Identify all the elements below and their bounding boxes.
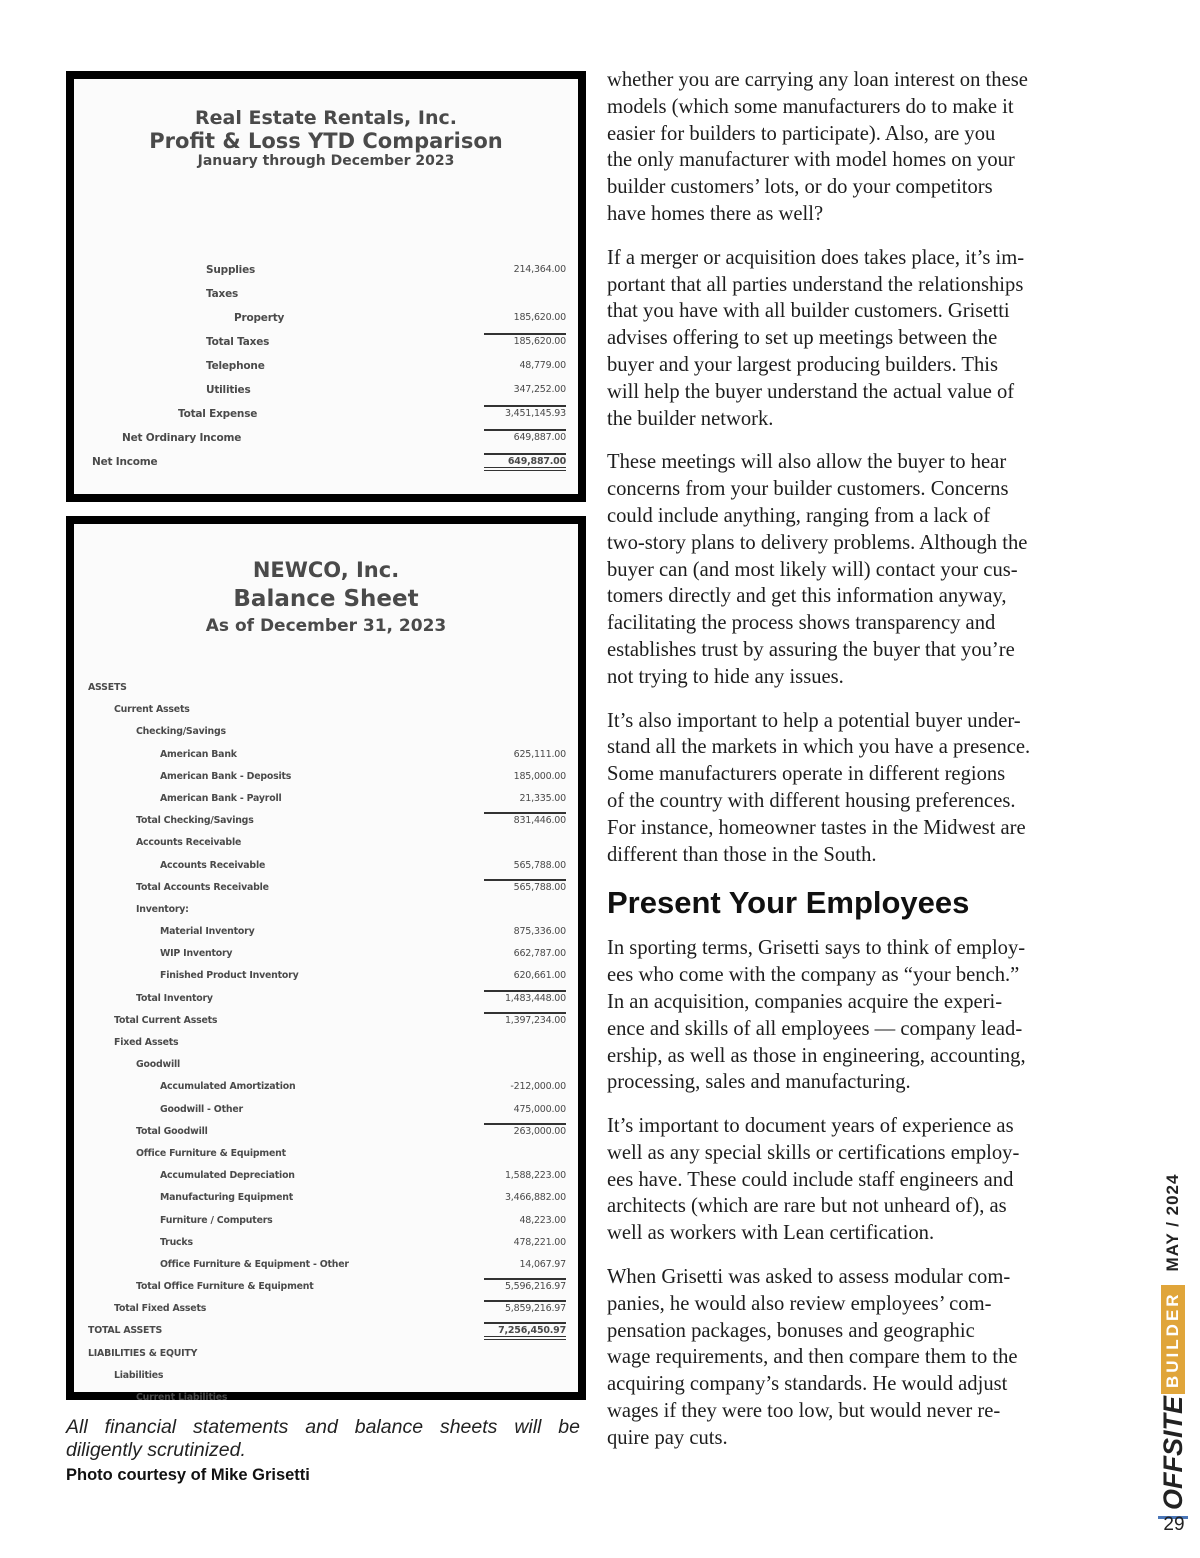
bs-row-amount: 625,111.00: [513, 748, 566, 760]
magazine-tag-text: [1158, 1164, 1188, 1510]
paragraph: [607, 935, 1127, 1096]
bs-row-label: Manufacturing Equipment: [160, 1192, 294, 1204]
magazine-side-tag: [1158, 1164, 1188, 1510]
bs-row-label: Accumulated Depreciation: [160, 1170, 295, 1182]
pl-row-amount: 347,252.00: [513, 384, 566, 395]
text-line: ence and skills of all employees — company lead-: [607, 1017, 1023, 1040]
profit-loss-statement-image: [66, 71, 586, 502]
bs-row-label: Total Accounts Receivable: [136, 881, 269, 893]
bs-row-amount: 1,483,448.00: [484, 990, 566, 1004]
bs-row-label: Accounts Receivable: [136, 837, 242, 849]
text-line: two-story plans to delivery problems. Although the: [607, 531, 1028, 554]
bs-row-label: LIABILITIES & EQUITY: [88, 1347, 198, 1359]
paragraph: [607, 67, 1127, 228]
bs-company: NEWCO, Inc.: [252, 558, 400, 582]
bs-row-amount: 1,397,234.00: [484, 1012, 566, 1026]
text-line: These meetings will also allow the buyer to hear: [607, 451, 1007, 474]
bs-row-amount: 1,588,223.00: [504, 1170, 566, 1182]
bs-row-label: Goodwill: [136, 1059, 180, 1071]
text-line: advises offering to set up meetings between the: [607, 327, 998, 350]
section-heading: Present Your Employees: [607, 885, 970, 921]
bs-row-label: Fixed Assets: [114, 1037, 179, 1048]
bs-row: [74, 877, 578, 899]
text-line: will help the buyer understand the actual value of: [607, 380, 1015, 403]
bs-row: [74, 899, 578, 921]
text-line: wage requirements, and then compare them to the: [607, 1346, 1018, 1369]
text-line: quire pay cuts.: [607, 1426, 728, 1449]
text-line: that you have with all builder customers. Grisetti: [607, 300, 1010, 323]
bs-row: [74, 921, 578, 943]
figure-caption: All financial statements and balance sheets will be diligently scrutinized.: [66, 1416, 580, 1461]
bs-row: [74, 766, 578, 788]
pl-row-label: Net Income: [92, 456, 158, 468]
bs-row-label: Furniture / Computers: [160, 1214, 273, 1226]
balance-sheet-image: [66, 516, 586, 1403]
pl-row: [74, 355, 578, 379]
bs-row-amount: 263,000.00: [484, 1123, 566, 1137]
bs-row-label: Finished Product Inventory: [160, 970, 299, 982]
text-line: panies, he would also review employees’ com-: [607, 1292, 992, 1315]
text-line: portant that all parties understand the relationships: [607, 273, 1024, 296]
text-line: It’s also important to help a potential buyer under-: [607, 709, 1021, 732]
text-line: ees who come with the company as “your bench.”: [607, 964, 1020, 987]
bs-row: [74, 965, 578, 987]
photo-credit: Photo courtesy of Mike Grisetti: [66, 1466, 310, 1484]
pl-row: [74, 283, 578, 307]
bs-row: [74, 677, 578, 699]
text-line: pensation packages, bonuses and geographic: [607, 1319, 975, 1342]
bs-row: [74, 1210, 578, 1232]
text-line: processing, sales and manufacturing.: [607, 1071, 911, 1094]
bs-row-label: Inventory:: [136, 903, 189, 915]
pl-row-label: Property: [234, 312, 285, 324]
bs-row-label: Total Goodwill: [136, 1125, 208, 1137]
pl-row: [74, 427, 578, 451]
text-line: ees have. These could include staff engineers and: [607, 1168, 1014, 1191]
bs-row-label: Goodwill - Other: [160, 1103, 243, 1115]
bs-row: [74, 788, 578, 810]
bs-row-label: Total Inventory: [136, 992, 213, 1004]
pl-row-amount: 649,887.00: [484, 453, 566, 471]
magazine-name-builder: BUILDER: [1161, 1285, 1185, 1394]
bs-row: [74, 1121, 578, 1143]
bs-row-label: Total Fixed Assets: [114, 1303, 207, 1315]
bs-row-amount: -212,000.00: [510, 1081, 566, 1093]
bs-row-label: Accumulated Amortization: [160, 1081, 296, 1093]
bs-row: [74, 1187, 578, 1209]
bs-row-label: Material Inventory: [160, 926, 255, 938]
bs-row-amount: 875,336.00: [513, 926, 566, 938]
bs-row-amount: 21,335.00: [519, 792, 566, 804]
magazine-name-offsite: OFFSITE: [1157, 1396, 1188, 1510]
bs-row-label: ASSETS: [88, 682, 127, 693]
bs-row-label: Office Furniture & Equipment: [136, 1147, 286, 1159]
text-line: concerns from your builder customers. Concerns: [607, 478, 1009, 501]
text-line: In sporting terms, Grisetti says to think of employ-: [607, 937, 1026, 960]
bs-row-amount: 185,000.00: [513, 770, 566, 782]
text-line: When Grisetti was asked to assess modular com-: [607, 1266, 1011, 1289]
pl-report-title: Profit & Loss YTD Comparison: [149, 129, 503, 153]
pl-row-amount: 185,620.00: [484, 333, 566, 347]
pl-row-amount: 3,451,145.93: [484, 405, 566, 419]
bs-row: [74, 943, 578, 965]
text-line: builder customers’ lots, or do your competitors: [607, 176, 993, 199]
paragraph: [607, 245, 1127, 433]
bs-row-label: Total Office Furniture & Equipment: [136, 1281, 314, 1293]
bs-row: [74, 1276, 578, 1298]
bs-row-amount: 565,788.00: [513, 859, 566, 871]
bs-row: [74, 988, 578, 1010]
text-line: tomers directly and get this information anyway,: [607, 585, 1007, 608]
bs-row: [74, 1387, 578, 1409]
pl-row-label: Utilities: [206, 384, 251, 396]
bs-row: [74, 1365, 578, 1387]
bs-row-amount: 620,661.00: [513, 970, 566, 982]
text-line: of the country with different housing preferences.: [607, 789, 1016, 812]
bs-report-title: Balance Sheet: [233, 586, 419, 613]
bs-row: [74, 721, 578, 743]
pl-rows: [74, 259, 578, 475]
bs-row: [74, 1010, 578, 1032]
bs-row-label: Liabilities: [114, 1369, 164, 1381]
text-line: buyer and your largest producing builders. This: [607, 353, 999, 376]
bs-row: [74, 1143, 578, 1165]
bs-row-label: American Bank - Payroll: [160, 792, 282, 804]
bs-row-amount: 48,223.00: [519, 1214, 566, 1226]
text-line: Some manufacturers operate in different regions: [607, 763, 1006, 786]
pl-row-label: Telephone: [206, 360, 265, 372]
bs-row-amount: 831,446.00: [484, 812, 566, 826]
bs-row-amount: 7,256,450.97: [484, 1322, 566, 1340]
paragraph: [607, 1113, 1127, 1247]
pl-row: [74, 331, 578, 355]
bs-row-label: American Bank - Deposits: [160, 770, 292, 782]
profit-loss-header: [74, 107, 578, 169]
pl-row: [74, 451, 578, 475]
bs-row: [74, 1054, 578, 1076]
pl-row: [74, 379, 578, 403]
text-line: For instance, homeowner tastes in the Midwest are: [607, 816, 1026, 839]
text-line: easier for builders to participate). Also, are you: [607, 122, 996, 145]
bs-row-label: Current Liabilities: [136, 1392, 228, 1403]
text-line: the only manufacturer with model homes on your: [607, 149, 1015, 172]
bs-row-amount: 3,466,882.00: [504, 1192, 566, 1204]
bs-row: [74, 1320, 578, 1342]
text-line: establishes trust by assuring the buyer that you’re: [607, 638, 1015, 661]
bs-row: [74, 1232, 578, 1254]
pl-row-label: Supplies: [206, 264, 256, 276]
text-line: well as any special skills or certifications employ-: [607, 1141, 1020, 1164]
pl-row-label: Net Ordinary Income: [122, 432, 242, 444]
bs-row: [74, 1343, 578, 1365]
text-line: ership, as well as those in engineering, accounting,: [607, 1044, 1026, 1067]
text-line: have homes there as well?: [607, 202, 824, 225]
paragraph: [607, 449, 1127, 690]
text-line: the builder network.: [607, 407, 774, 430]
bs-row-amount: 478,221.00: [513, 1236, 566, 1248]
bs-row: [74, 699, 578, 721]
pl-row-label: Total Taxes: [206, 336, 270, 348]
paragraph: [607, 708, 1127, 869]
pl-row: [74, 307, 578, 331]
page-number: 29: [1163, 1514, 1185, 1535]
bs-row: [74, 1165, 578, 1187]
bs-row-label: Current Assets: [114, 704, 190, 716]
bs-row-amount: 14,067.97: [519, 1258, 566, 1270]
text-line: If a merger or acquisition does takes place, it’s im-: [607, 246, 1025, 269]
text-line: In an acquisition, companies acquire the experi-: [607, 990, 1003, 1013]
text-line: buyer can (and most likely will) contact your cus-: [607, 558, 1018, 581]
pl-row-amount: 185,620.00: [513, 312, 566, 323]
bs-row: [74, 1032, 578, 1054]
text-line: models (which some manufacturers do to make it: [607, 95, 1014, 118]
text-line: not trying to hide any issues.: [607, 665, 844, 688]
pl-row: [74, 259, 578, 283]
paragraph: [607, 1264, 1127, 1452]
pl-row-amount: 48,779.00: [519, 360, 566, 371]
bs-row: [74, 1099, 578, 1121]
pl-row-label: Total Expense: [178, 408, 258, 420]
text-line: could include anything, ranging from a lack of: [607, 504, 991, 527]
bs-row-label: Checking/Savings: [136, 726, 226, 738]
pl-row-amount: 649,887.00: [484, 429, 566, 443]
pl-period: January through December 2023: [197, 153, 455, 169]
text-line: facilitating the process shows transparency and: [607, 612, 996, 635]
bs-row-amount: 5,859,216.97: [484, 1300, 566, 1314]
article-body: [607, 67, 1127, 1469]
pl-company: Real Estate Rentals, Inc.: [195, 107, 457, 129]
text-line: wages if they were too low, but would never re-: [607, 1400, 1001, 1423]
bs-row: [74, 1254, 578, 1276]
bs-row-label: TOTAL ASSETS: [88, 1325, 163, 1337]
bs-row-amount: 5,596,216.97: [484, 1278, 566, 1292]
text-line: architects (which are rare but not unheard of), as: [607, 1195, 1007, 1218]
text-line: It’s important to document years of experience as: [607, 1115, 1014, 1138]
bs-row-label: Accounts Receivable: [160, 859, 266, 871]
bs-row-label: American Bank: [160, 748, 237, 760]
bs-rows: [74, 677, 578, 1409]
text-line: whether you are carrying any loan interest on these: [607, 69, 1028, 91]
pl-row-amount: 214,364.00: [513, 264, 566, 275]
bs-period: As of December 31, 2023: [205, 616, 447, 637]
bs-row-amount: 662,787.00: [513, 948, 566, 960]
bs-row-label: Office Furniture & Equipment - Other: [160, 1258, 349, 1270]
bs-row-amount: 475,000.00: [513, 1103, 566, 1115]
bs-row-label: Total Checking/Savings: [136, 815, 254, 827]
pl-row: [74, 403, 578, 427]
bs-row: [74, 810, 578, 832]
issue-date: MAY / 2024: [1163, 1173, 1182, 1272]
text-line: acquiring company’s standards. He would adjust: [607, 1373, 1008, 1396]
pl-row-label: Taxes: [206, 288, 239, 300]
balance-sheet-header: [74, 556, 578, 638]
bs-row: [74, 855, 578, 877]
bs-row: [74, 832, 578, 854]
bs-row-label: Trucks: [160, 1236, 193, 1248]
text-line: stand all the markets in which you have a presence.: [607, 736, 1031, 759]
text-line: different than those in the South.: [607, 843, 877, 866]
bs-row: [74, 1298, 578, 1320]
bs-row: [74, 744, 578, 766]
bs-row: [74, 1076, 578, 1098]
bs-row-label: WIP Inventory: [160, 948, 233, 960]
text-line: well as workers with Lean certification.: [607, 1222, 935, 1245]
bs-row-label: Total Current Assets: [114, 1014, 218, 1026]
bs-row-amount: 565,788.00: [484, 879, 566, 893]
